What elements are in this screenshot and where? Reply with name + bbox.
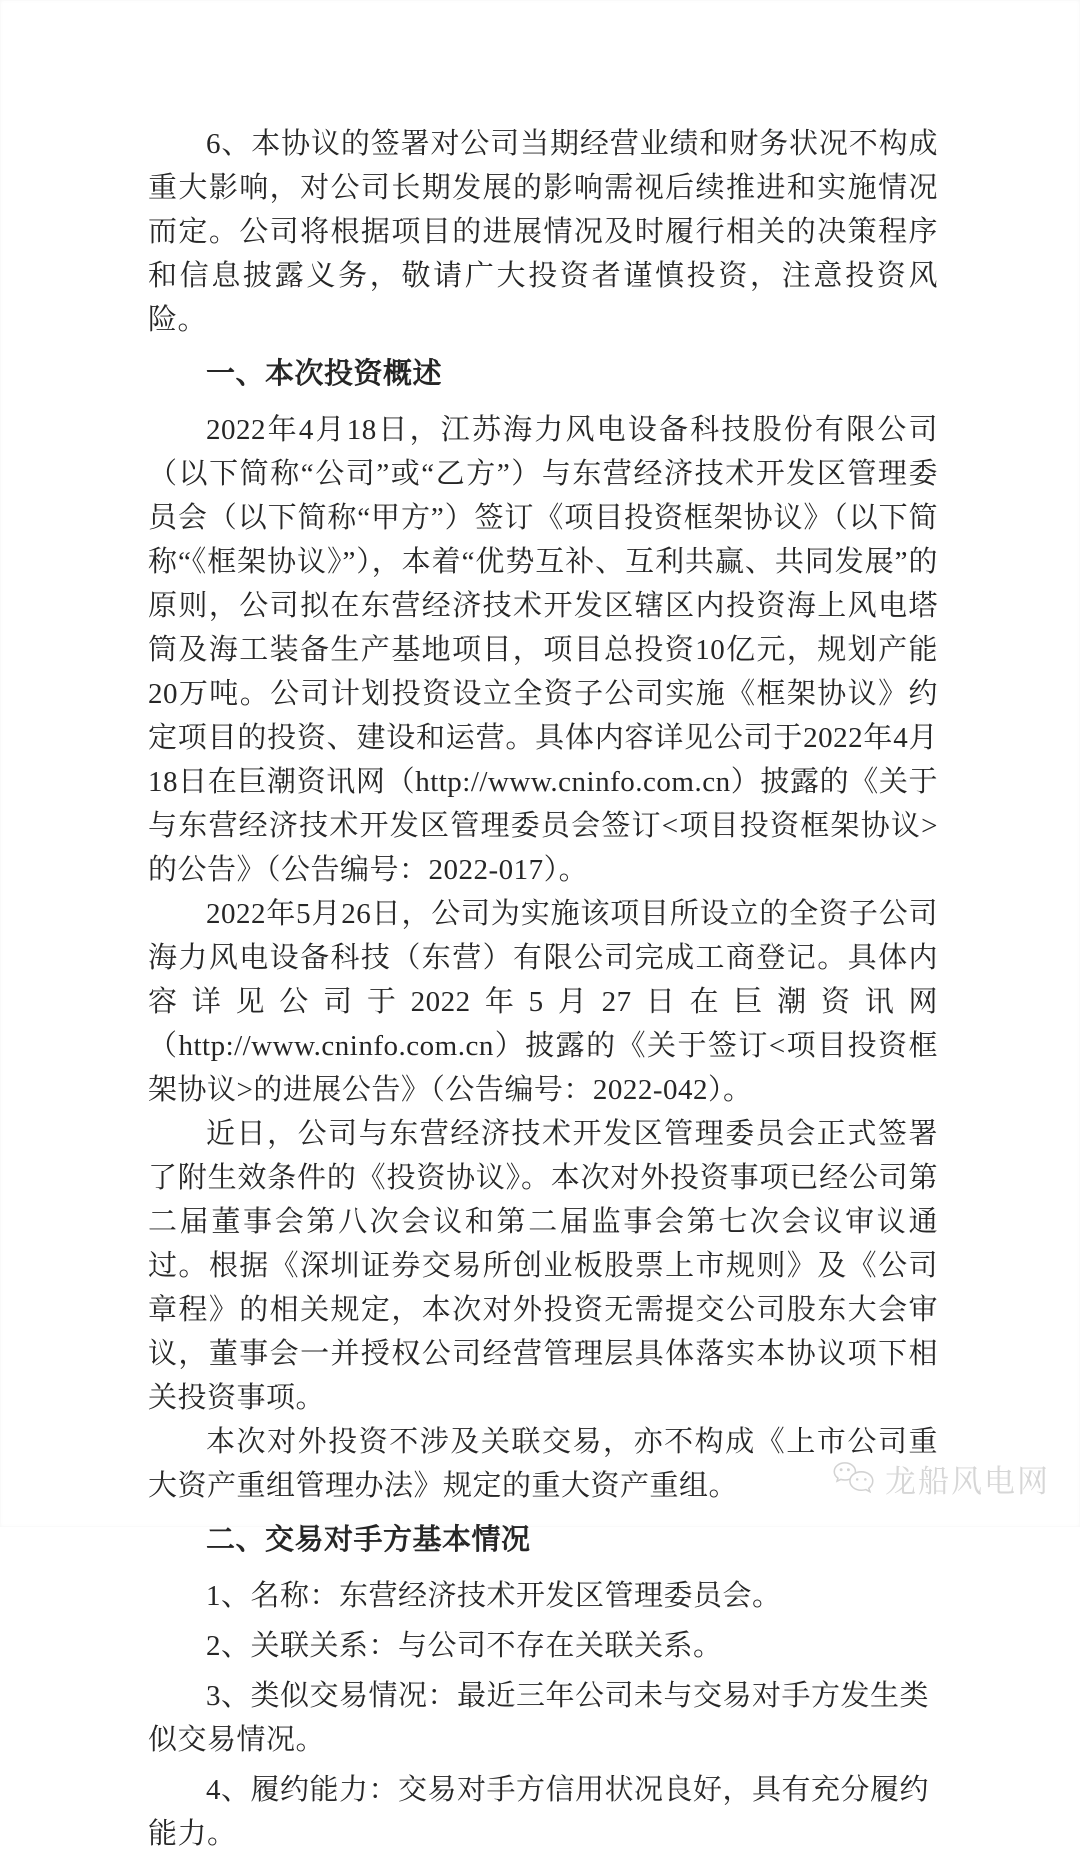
section-2-item-counterparty-name: 1、名称：东营经济技术开发区管理委员会。 [206,1580,782,1612]
section-1-paragraph-subsidiary-registration: 2022年5月26日，公司为实施该项目所设立的全资子公司海力风电设备科技（东营）有限公司完成工商登记。具体内容详见公司于2022年5月27日在巨潮资讯网（http://www.cninfo.com.cn）披露的《关于签订<项目投资框架协议>的进展公告》（公告编号：2022-042）。 [148,898,938,1106]
document-content [148,122,938,1856]
watermark-label: 龙船风电网 [885,1464,1050,1499]
section-2-heading: 二、交易对手方基本情况 [206,1524,531,1556]
watermark [833,1456,1050,1501]
section-1-paragraph-framework-agreement: 2022年4月18日，江苏海力风电设备科技股份有限公司（以下简称“公司”或“乙方”）与东营经济技术开发区管理委员会（以下简称“甲方”）签订《项目投资框架协议》（以下简称“《框架协议》”），本着“优势互补、互利共赢、共同发展”的原则，公司拟在东营经济技术开发区辖区内投资海上风电塔筒及海工装备生产基地项目，项目总投资10亿元，规划产能20万吨。公司计划投资设立全资子公司实施《框架协议》约定项目的投资、建设和运营。具体内容详见公司于2022年4月18日在巨潮资讯网（http://www.cninfo.com.cn）披露的《关于与东营经济技术开发区管理委员会签订<项目投资框架协议>的公告》（公告编号：2022-017）。 [148,414,938,886]
section-2-item-similar-transactions: 3、类似交易情况：最近三年公司未与交易对手方发生类似交易情况。 [148,1680,930,1756]
section-1-paragraph-no-related-transaction: 本次对外投资不涉及关联交易，亦不构成《上市公司重大资产重组管理办法》规定的重大资产重组。 [148,1426,938,1502]
section-1-heading: 一、本次投资概述 [206,358,443,390]
wechat-icon [833,1459,877,1499]
section-1-paragraph-investment-agreement-approval: 近日，公司与东营经济技术开发区管理委员会正式签署了附生效条件的《投资协议》。本次对外投资事项已经公司第二届董事会第八次会议和第二届监事会第七次会议审议通过。根据《深圳证券交易所创业板股票上市规则》及《公司章程》的相关规定，本次对外投资无需提交公司股东大会审议，董事会一并授权公司经营管理层具体落实本协议项下相关投资事项。 [148,1118,938,1414]
section-2-item-relationship: 2、关联关系：与公司不存在关联关系。 [206,1630,723,1662]
section-2-item-performance-capability: 4、履约能力：交易对手方信用状况良好，具有充分履约能力。 [148,1774,930,1850]
paragraph-risk-notice: 6、本协议的签署对公司当期经营业绩和财务状况不构成重大影响，对公司长期发展的影响需视后续推进和实施情况而定。公司将根据项目的进展情况及时履行相关的决策程序和信息披露义务，敬请广大投资者谨慎投资，注意投资风险。 [148,128,938,336]
